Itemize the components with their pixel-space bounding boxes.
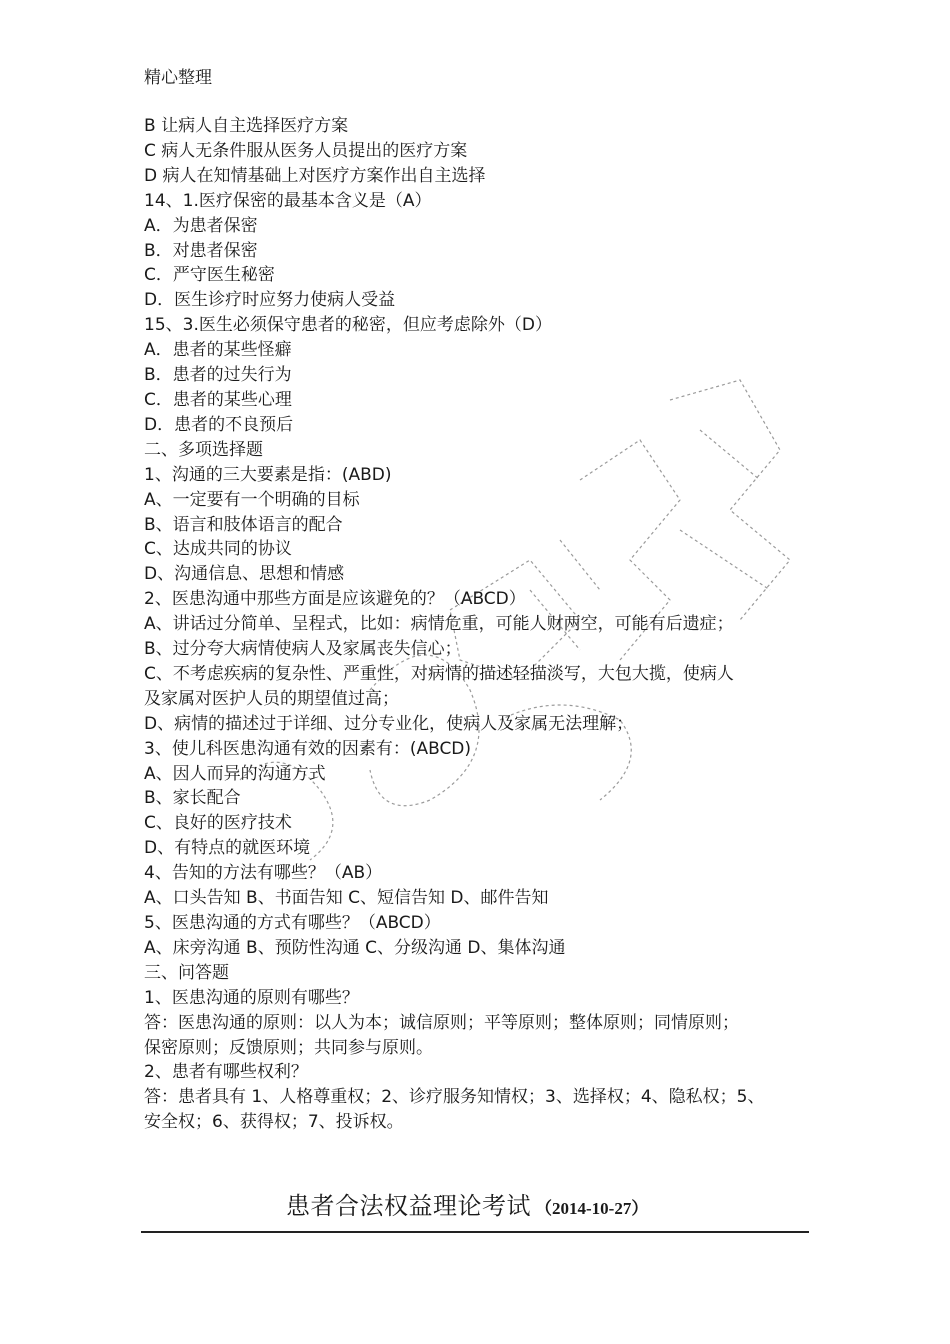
text-line: 15、3.医生必须保守患者的秘密，但应考虑除外（D） [144,315,552,336]
text-line: A、因人而异的沟通方式 [144,763,326,784]
text-line: A、一定要有一个明确的目标 [144,489,360,510]
text-line: 14、1.医疗保密的最基本含义是（A） [144,190,432,211]
footer-rule [141,1231,809,1233]
text-line: C 病人无条件服从医务人员提出的医疗方案 [144,140,468,161]
text-line: 安全权；6、获得权；7、投诉权。 [144,1112,404,1133]
text-line: D．医生诊疗时应努力使病人受益 [144,290,396,311]
text-line: C、达成共同的协议 [144,539,292,560]
text-line: B 让病人自主选择医疗方案 [144,116,349,136]
text-line: C．严守医生秘密 [144,265,275,286]
text-line: B、家长配合 [144,788,241,809]
text-line: 1、医患沟通的原则有哪些？ [144,987,359,1008]
text-line: 二、多项选择题 [144,439,263,460]
text-line: B、过分夸大病情使病人及家属丧失信心； [144,639,462,660]
text-line: A．患者的某些怪癖 [144,340,292,361]
text-line: D、病情的描述过于详细、过分专业化，使病人及家属无法理解； [144,713,634,734]
text-line: 答：医患沟通的原则：以人为本；诚信原则；平等原则；整体原则；同情原则； [144,1012,739,1033]
text-line: D．患者的不良预后 [144,414,294,435]
text-line: 答：患者具有 1、人格尊重权；2、诊疗服务知情权；3、选择权；4、隐私权；5、 [144,1087,765,1108]
text-line: D 病人在知情基础上对医疗方案作出自主选择 [144,165,486,186]
text-line: 三、问答题 [144,962,229,983]
text-line: 2、医患沟通中那些方面是应该避免的？（ABCD） [144,589,526,610]
text-line: C、不考虑疾病的复杂性、严重性，对病情的描述轻描淡写，大包大揽，使病人 [144,663,734,684]
text-line: B．对患者保密 [144,240,258,261]
text-line: 保密原则；反馈原则；共同参与原则。 [144,1037,433,1058]
footer-title: 患者合法权益理论考试 [286,1192,531,1220]
text-line: B、语言和肢体语言的配合 [144,514,343,535]
text-line: 4、告知的方法有哪些？（AB） [144,863,383,884]
text-line: D、沟通信息、思想和情感 [144,564,345,585]
text-line: A、讲话过分简单、呈程式，比如：病情危重，可能人财两空，可能有后遗症； [144,614,734,635]
document-body [144,114,814,1135]
page-header: 精心整理 [144,68,212,88]
text-line: A．为患者保密 [144,215,258,236]
text-line: C．患者的某些心理 [144,389,292,410]
text-line: 及家属对医护人员的期望值过高； [144,688,399,709]
text-line: D、有特点的就医环境 [144,838,311,859]
footer-date: （2014-10-27） [535,1199,649,1218]
text-line: 2、患者有哪些权利？ [144,1062,308,1083]
text-line: 1、沟通的三大要素是指：(ABD) [144,464,392,485]
text-line: A、口头告知 B、书面告知 C、短信告知 D、邮件告知 [144,888,549,909]
text-line: B．患者的过失行为 [144,365,292,386]
text-line: 5、医患沟通的方式有哪些？（ABCD） [144,913,441,933]
text-line: A、床旁沟通 B、预防性沟通 C、分级沟通 D、集体沟通 [144,937,566,958]
text-line: C、良好的医疗技术 [144,813,292,834]
footer-title-block [286,1186,648,1221]
text-line: 3、使儿科医患沟通有效的因素有：(ABCD) [144,738,472,759]
